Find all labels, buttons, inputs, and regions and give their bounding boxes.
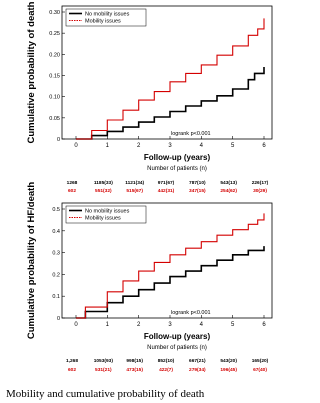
at-risk-title: Number of patients (n) [147, 345, 207, 351]
panel-death [26, 1, 272, 194]
at-risk-cell: 67(40) [253, 368, 267, 373]
x-tick-label: 6 [262, 143, 266, 149]
at-risk-cell: 279(34) [189, 368, 206, 373]
at-risk-cell: 852(10) [157, 359, 175, 364]
x-tick-label: 2 [136, 322, 141, 328]
panel-hf-death [26, 182, 272, 373]
at-risk-cell: 226(17) [251, 181, 269, 186]
x-tick-label: 5 [230, 143, 235, 149]
legend-entry: Mobility issues [85, 215, 121, 222]
legend-entry: No mobility issues [85, 11, 130, 18]
at-risk-cell: 531(21) [95, 368, 112, 373]
x-axis-label: Follow-up (years) [143, 332, 211, 341]
x-tick-label: 3 [168, 143, 172, 149]
x-tick-label: 6 [262, 322, 266, 328]
at-risk-cell: 1,268 [65, 359, 79, 364]
at-risk-cell: 667(21) [189, 359, 206, 364]
x-axis-label: Follow-up (years) [143, 153, 211, 162]
x-tick-label: 5 [230, 322, 235, 328]
x-tick-label: 4 [199, 322, 204, 328]
x-tick-label: 1 [105, 322, 110, 328]
at-risk-cell: 602 [67, 189, 77, 194]
at-risk-cell: 30(29) [253, 189, 267, 194]
at-risk-cell: 442(31) [157, 189, 175, 194]
legend-entry: Mobility issues [85, 18, 121, 25]
at-risk-cell: 1053(93) [93, 359, 113, 364]
at-risk-cell: 971(67) [157, 181, 175, 186]
y-tick-label: 0.5 [52, 207, 60, 213]
x-tick-label: 4 [199, 143, 204, 149]
y-axis-label: Cumulative probability of HF/death [26, 181, 37, 340]
y-tick-label: 0.4 [52, 228, 60, 235]
y-tick-label: 0.20 [49, 52, 60, 59]
x-tick-label: 1 [105, 143, 110, 149]
y-tick-label: 0 [56, 316, 60, 322]
at-risk-cell: 543(20) [220, 359, 237, 364]
legend-entry: No mobility issues [85, 208, 130, 215]
y-tick-label: 0.25 [49, 31, 60, 38]
at-risk-cell: 1268 [66, 181, 78, 186]
at-risk-cell: 1121(34) [125, 181, 145, 186]
logrank-annotation: logrank p<0.001 [171, 310, 211, 316]
y-tick-label: 0.15 [49, 73, 60, 80]
x-tick-label: 0 [74, 143, 78, 149]
at-risk-cell: 473(15) [126, 368, 143, 373]
at-risk-cell: 347(15) [189, 189, 206, 194]
x-tick-label: 3 [168, 322, 172, 328]
y-tick-label: 0.10 [49, 94, 60, 101]
at-risk-cell: 1185(33) [93, 181, 113, 186]
at-risk-cell: 196(45) [220, 368, 237, 373]
at-risk-cell: 543(13) [220, 181, 237, 186]
y-tick-label: 0.05 [49, 115, 60, 122]
figure-caption: Mobility and cumulative probability of death [6, 388, 205, 400]
y-tick-label: 0.3 [52, 250, 60, 257]
at-risk-cell: 787(10) [189, 181, 206, 186]
y-tick-label: 0.30 [49, 10, 60, 16]
at-risk-title: Number of patients (n) [147, 166, 207, 172]
y-tick-label: 0.2 [52, 272, 60, 279]
at-risk-cell: 515(67) [126, 189, 143, 194]
y-tick-label: 0 [56, 137, 60, 143]
at-risk-cell: 551(32) [95, 189, 112, 194]
y-tick-label: 0.1 [52, 294, 60, 301]
at-risk-cell: 998(15) [126, 359, 143, 364]
x-tick-label: 2 [136, 143, 141, 149]
y-axis-label: Cumulative probability of death [26, 1, 37, 144]
x-tick-label: 0 [74, 322, 78, 328]
at-risk-cell: 602 [67, 368, 77, 373]
at-risk-cell: 165(20) [251, 359, 269, 364]
logrank-annotation: logrank p<0.001 [171, 131, 211, 137]
at-risk-cell: 254(62) [220, 189, 237, 194]
at-risk-cell: 422(7) [159, 368, 173, 373]
